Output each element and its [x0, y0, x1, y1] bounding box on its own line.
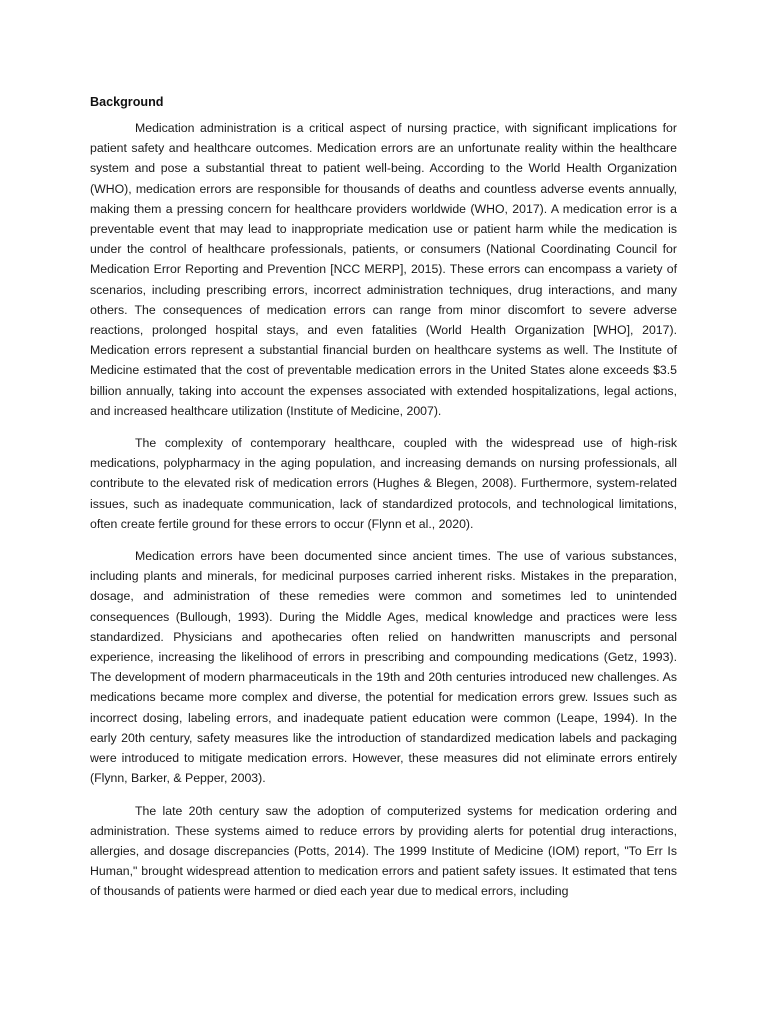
- paragraph-2: The complexity of contemporary healthcare, coupled with the widespread use of high-risk medications, polypharmacy in the aging population, and increasing demands on nursing professionals, all contribute to the elevated risk of medication errors (Hughes & Blegen, 2008). Furthermore, system-related issues, such as inadequate communication, lack of standardized protocols, and technological limitations, often create fertile ground for these errors to occur (Flynn et al., 2020).: [90, 436, 677, 531]
- section-heading: Background: [90, 95, 164, 109]
- paragraph-4: The late 20th century saw the adoption of computerized systems for medication ordering and administration. These systems aimed to reduce errors by providing alerts for potential drug interactions, allergies, and dosage discrepancies (Potts, 2014). The 1999 Institute of Medicine (IOM) report, "To Err Is Human," brought widespread attention to medication errors and patient safety issues. It estimated that tens of thousands of patients were harmed or died each year due to medical errors, including: [90, 803, 677, 899]
- paragraph-1: Medication administration is a critical aspect of nursing practice, with significant implications for patient safety and healthcare outcomes. Medication errors are an unfortunate reality within the healthcare system and pose a substantial threat to patient well-being. According to the World Health Organization (WHO), medication errors are responsible for thousands of deaths and countless adverse events annually, making them a pressing concern for healthcare providers worldwide (WHO, 2017). A medication error is a preventable event that may lead to inappropriate medication use or patient harm while the medication is under the control of healthcare professionals, patients, or consumers (National Coordinating Council for Medication Error Reporting and Prevention [NCC MERP], 2015). These errors can encompass a variety of scenarios, including prescribing errors, incorrect administration techniques, drug interactions, and many others. The consequences of medication errors can range from minor discomfort to severe adverse reactions, prolonged hospital stays, and even fatalities (World Health Organization [WHO], 2017). Medication errors represent a substantial financial burden on healthcare systems as well. The Institute of Medicine estimated that the cost of preventable medication errors in the United States alone exceeds $3.5 billion annually, taking into account the expenses associated with extended hospitalizations, legal actions, and increased healthcare utilization (Institute of Medicine, 2007).: [90, 121, 677, 418]
- paragraph-3: Medication errors have been documented since ancient times. The use of various substances, including plants and minerals, for medicinal purposes carried inherent risks. Mistakes in the preparation, dosage, and administration of these remedies were common and sometimes led to unintended consequences (Bullough, 1993). During the Middle Ages, medical knowledge and practices were less standardized. Physicians and apothecaries often relied on handwritten manuscripts and personal experience, increasing the likelihood of errors in prescribing and compounding medications (Getz, 1993). The development of modern pharmaceuticals in the 19th and 20th centuries introduced new challenges. As medications became more complex and diverse, the potential for medication errors grew. Issues such as incorrect dosing, labeling errors, and inadequate patient education were common (Leape, 1994). In the early 20th century, safety measures like the introduction of standardized medication labels and packaging were introduced to mitigate medication errors. However, these measures did not eliminate errors entirely (Flynn, Barker, & Pepper, 2003).: [90, 549, 677, 786]
- document-body: [90, 92, 677, 914]
